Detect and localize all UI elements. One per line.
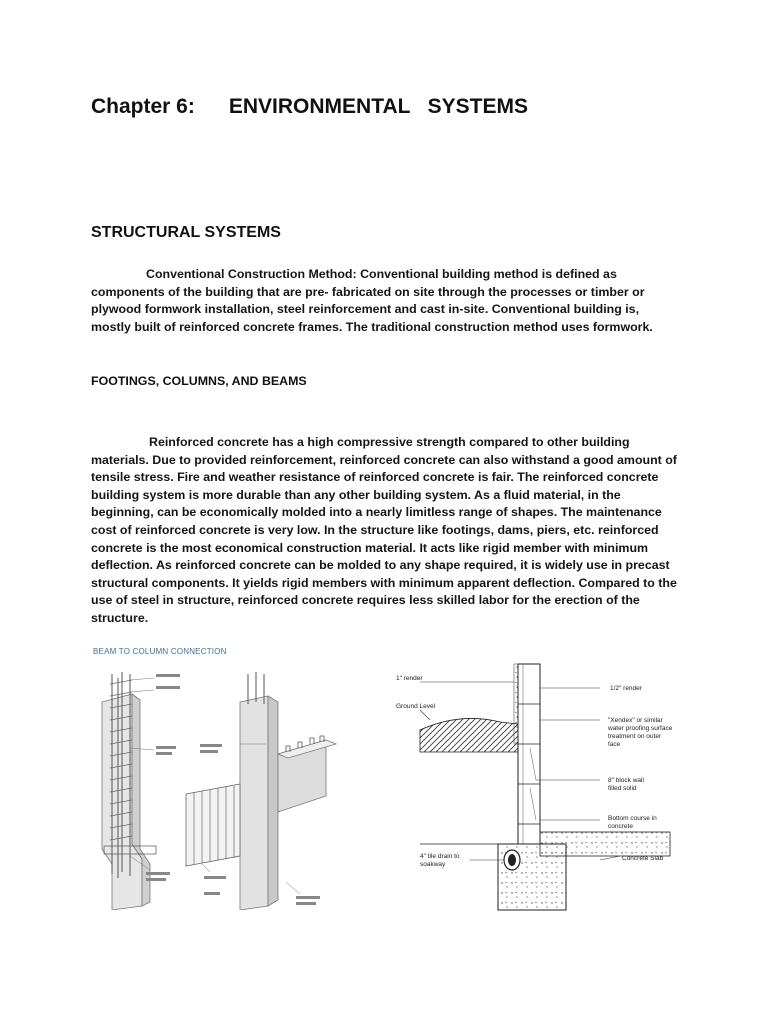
beam-column-illustration xyxy=(90,644,350,910)
label-waterproofing: "Xendex" or similar water proofing surface treatment on outer face xyxy=(608,717,673,748)
figure-caption: BEAM TO COLUMN CONNECTION xyxy=(93,647,227,656)
label-ground-level: Ground Level xyxy=(396,703,436,710)
figure-beam-column-connection xyxy=(90,644,350,910)
chapter-heading xyxy=(91,95,528,119)
label-render-1in: 1" render xyxy=(396,675,423,682)
chapter-label: Chapter 6: xyxy=(91,95,195,118)
paragraph-body: Conventional building method is defined as components of the building that are pre- fabricated on site through the processes or timber or plywood formwork installation, steel reinforcement and cast in-site. Conventional building is, mostly built of reinforced concrete frames. The traditional construction method uses formwork. xyxy=(91,267,653,334)
figure-foundation-section xyxy=(390,660,690,922)
label-concrete-slab: Concrete Slab xyxy=(622,855,664,862)
paragraph-reinforced-concrete xyxy=(91,434,681,628)
paragraph-body: Reinforced concrete has a high compressive strength compared to other building materials. Due to provided reinforcement, reinforced concrete can also withstand a good amount of tensile stress. Fire and weather resistance of reinforced concrete is fair. The reinforced concrete building system is more durable than any other building system. As a fluid material, in the beginning, can be economically molded into a nearly limitless range of shapes. The maintenance cost of reinforced concrete is very low. In the structure like footings, dams, piers, etc. reinforced concrete is the most economical construction material. It acts like rigid member with minimum deflection. As reinforced concrete can be molded to any shape required, it is widely use in precast structural components. It yields rigid members with minimum apparent deflection. Compared to the use of steel in structure, reinforced concrete requires less skilled labor for the erection of the structure. xyxy=(91,435,677,625)
label-render-half: 1/2" render xyxy=(610,685,642,692)
label-block-wall: 8" block wall filled solid xyxy=(608,777,644,792)
paragraph-lead: Conventional Construction Method: xyxy=(146,267,357,281)
section-title: STRUCTURAL SYSTEMS xyxy=(91,224,281,241)
chapter-title: ENVIRONMENTAL SYSTEMS xyxy=(228,95,528,118)
paragraph-conventional-method xyxy=(91,266,681,336)
foundation-section-drawing xyxy=(390,660,690,922)
label-tile-drain: 4" tile drain to soakway xyxy=(420,853,460,868)
label-bottom-course: Bottom course in concrete xyxy=(608,815,657,830)
subheading-footings: FOOTINGS, COLUMNS, AND BEAMS xyxy=(91,374,307,388)
